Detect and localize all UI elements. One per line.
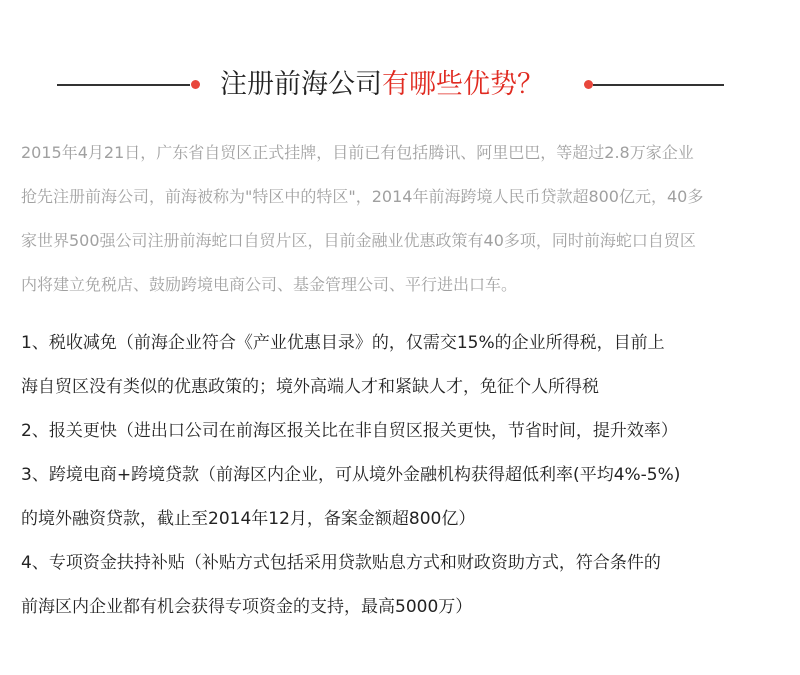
intro-line: 抢先注册前海公司，前海被称为"特区中的特区"，2014年前海跨境人民币贷款超800亿元，40多 bbox=[21, 187, 704, 206]
advantage-line: 2、报关更快（进出口公司在前海区报关比在非自贸区报关更快，节省时间，提升效率） bbox=[21, 421, 678, 441]
intro-line: 家世界500强公司注册前海蛇口自贸片区，目前金融业优惠政策有40多项，同时前海蛇口自贸区 bbox=[21, 231, 696, 250]
title-red-part: 有哪些优势？ bbox=[382, 69, 544, 100]
advantage-line: 4、专项资金扶持补贴（补贴方式包括采用贷款贴息方式和财政资助方式，符合条件的 bbox=[21, 553, 661, 573]
advantage-line: 3、跨境电商+跨境贷款（前海区内企业，可从境外金融机构获得超低利率(平均4%-5%) bbox=[21, 465, 681, 485]
advantage-line: 1、税收减免（前海企业符合《产业优惠目录》的，仅需交15%的企业所得税，目前上 bbox=[21, 333, 665, 353]
title-divider-right bbox=[593, 84, 724, 86]
title-divider-left bbox=[57, 84, 190, 86]
title-dark-part: 注册前海公司 bbox=[220, 69, 382, 100]
advantage-line: 的境外融资贷款，截止至2014年12月，备案金额超800亿） bbox=[21, 509, 476, 529]
advantage-line: 前海区内企业都有机会获得专项资金的支持，最高5000万） bbox=[21, 597, 473, 617]
intro-paragraph bbox=[21, 131, 791, 307]
page-title bbox=[220, 66, 575, 104]
advantage-line: 海自贸区没有类似的优惠政策的；境外高端人才和紧缺人才，免征个人所得税 bbox=[21, 377, 599, 397]
title-dot-right bbox=[584, 80, 593, 89]
advantages-list bbox=[21, 321, 791, 629]
intro-line: 内将建立免税店、鼓励跨境电商公司、基金管理公司、平行进出口车。 bbox=[21, 275, 518, 294]
section-title bbox=[0, 60, 800, 110]
intro-line: 2015年4月21日，广东省自贸区正式挂牌，目前已有包括腾讯、阿里巴巴，等超过2.8万家企业 bbox=[21, 143, 694, 162]
title-dot-left bbox=[191, 80, 200, 89]
